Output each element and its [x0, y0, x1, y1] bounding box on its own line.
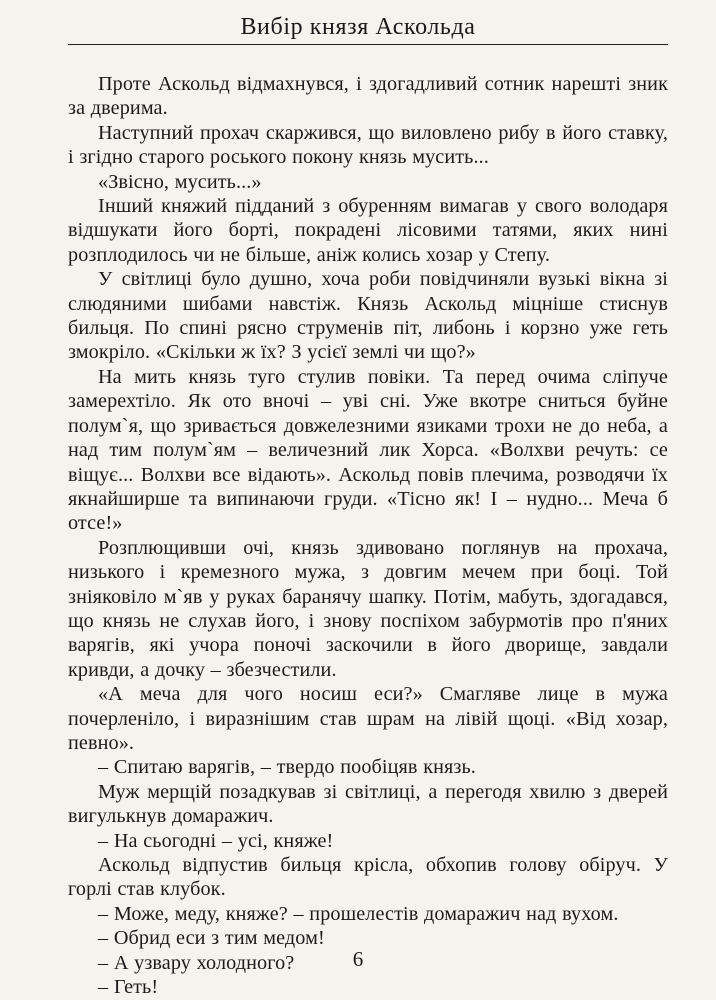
header-rule: [68, 44, 668, 45]
paragraph: Проте Аскольд відмахнувся, і здогадливий сотник нарешті зник за дверима.: [68, 73, 668, 120]
body-text: [68, 72, 668, 999]
paragraph: У світлиці було душно, хоча роби повідчиняли вузькі вікна зі слюдяними шибами навстіж. Князь Аскольд міцніше стиснув бильця. По спині рясно струменів піт, либонь і корзно уже геть змокріло. «Скільки ж їх? З усієї землі чи що?»: [68, 268, 668, 364]
paragraph: Інший княжий підданий з обуренням вимагав у свого володаря відшукати його борті, покрадені лісовими татями, яких нині розплодилось чи не більше, аніж колись хозар у Степу.: [68, 195, 668, 266]
page-number: 6: [352, 947, 364, 971]
paragraph: Розплющивши очі, князь здивовано поглянув на прохача, низького і кремезного мужа, з довгим мечем при боці. Той зніяковіло м`яв у руках баранячу шапку. Потім, мабуть, здогадався, що князь не слухав його, і знову поспіхом забурмотів про п'яних варягів, які учора поночі заскочили в його дворище, завдали кривди, а дочку – збезчестили.: [68, 536, 668, 681]
dialogue-line: – А узвару холодного?: [98, 951, 295, 974]
dialogue-line: – На сьогодні – усі, княже!: [98, 829, 334, 852]
dialogue-line: – Геть!: [98, 976, 159, 999]
paragraph: Муж мерщій позадкував зі світлиці, а перегодя хвилю з дверей вигулькнув домаражич.: [68, 780, 668, 828]
paragraph: «Звісно, мусить...»: [98, 170, 262, 193]
dialogue-line: – Спитаю варягів, – твердо пообіцяв князь.: [98, 756, 476, 779]
dialogue-line: – Обрид еси з тим медом!: [98, 927, 325, 950]
paragraph: Аскольд відпустив бильця крісла, обхопив голову обіруч. У горлі став клубок.: [68, 854, 668, 901]
paragraph: «А меча для чого носиш еси?» Смагляве лице в мужа почерленіло, і виразнішим став шрам на лівій щоці. «Від хозар, певно».: [68, 683, 668, 754]
dialogue-line: – Може, меду, княже? – прошелестів домаражич над вухом.: [98, 902, 619, 925]
paragraph: На мить князь туго стулив повіки. Та перед очима сліпуче замерехтіло. Як ото вночі – уві сні. Уже вкотре сниться буйне полум`я, що зривається довжелезними язиками трохи не до неба, а над тим полум`ям – величезний лик Хорса. «Волхви речуть: се віщує... Волхви все відають». Аскольд повів плечима, розводячи їх якнайширше та випинаючи груди. «Тісно як! І – нудно... Меча б отсе!»: [68, 365, 668, 535]
running-head-title: Вибір князя Аскольда: [240, 14, 476, 40]
paragraph: Наступний прохач скаржився, що виловлено рибу в його ставку, і згідно старого роського покону князь мусить...: [68, 121, 668, 169]
